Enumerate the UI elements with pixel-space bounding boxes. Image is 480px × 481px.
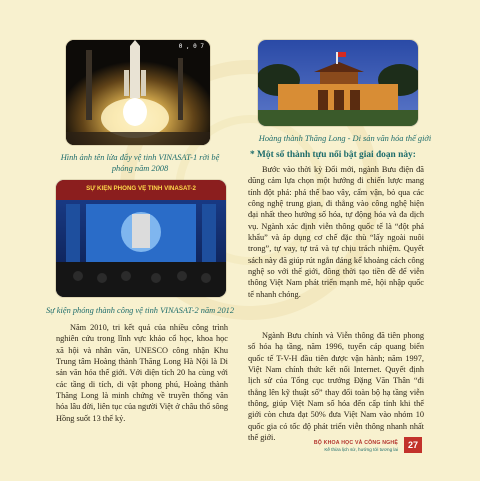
rocket-launch-photo bbox=[66, 40, 210, 145]
paragraph-unesco: Năm 2010, tri kết quả của nhiều công trình nghiên cứu trong lĩnh vực khảo cổ học, khoa học xã hội và nhân văn, UNESCO công nhận Khu Trung tâm Hoàng thành Thăng Long Hà Nội là Di sản văn hóa thế giới. Với diện tích 20 ha cùng với các tầng di tích, di vật phong phú, Hoàng thành Thăng Long là minh chứng về truyền thống văn hóa lâu đời, liên tục của người Việt ở châu thổ sông Hồng suốt 13 thế kỷ. bbox=[56, 323, 228, 423]
paragraph-digitalization: Ngành Bưu chính và Viễn thông đã tiên phong số hóa hạ tầng, năm 1996, tuyến cáp quang biển quốc tế T-V-H đầu tiên được vận hành; năm 1997, Việt Nam chính thức kết nối Internet. Quyết định lịch sử của Tổng cục trưởng Đặng Văn Thân “đi thẳng lên kỹ thuật số” thay đổi toàn bộ hạ tầng viễn thông, giúp Việt Nam số hóa đến cấp tỉnh khi thế giới còn chưa đạt 50% đưa Việt Nam vào nhóm 10 quốc gia có tốc độ phát triển viễn thông nhanh nhất thế giới. bbox=[248, 331, 424, 443]
rocket-photo-caption: Hình ảnh tên lửa đẩy vệ tinh VINASAT-1 rời bệ phóng năm 2008 bbox=[60, 153, 220, 173]
right-column-text-2 bbox=[248, 330, 424, 445]
right-column-text-1 bbox=[248, 164, 424, 302]
thang-long-citadel-photo bbox=[258, 40, 418, 126]
event-banner-text: SỰ KIỆN PHÓNG VỆ TINH VINASAT-2 bbox=[86, 185, 196, 192]
page-number: 27 bbox=[404, 437, 422, 453]
vinasat2-launch-event-photo bbox=[56, 180, 226, 297]
footer-publication: BỘ KHOA HỌC VÀ CÔNG NGHỆ bbox=[313, 440, 398, 446]
paragraph-doi-moi: Bước vào thời kỳ Đổi mới, ngành Bưu điện đã dũng cảm lựa chọn một hướng đi chiến lược mang tính đột phá: phá thế bao vây, cấm vận, bỏ qua các công nghệ trung gian, đi thẳng vào công nghệ hiện đại nhất theo hướng số hóa, tự động hóa và đa dịch vụ. Ngành xác định viễn thông quốc tế là “đột phá khẩu” và áp dụng cơ chế đặc thù “lấy ngoài nuôi trong”, tự vay, tự trả và tự chịu trách nhiệm. Quyết sách này đã giúp rút ngắn đáng kể khoảng cách công nghệ so với thế giới, đồng thời tạo tiền đề để viễn thông Việt Nam phát triển mạnh mẽ, hội nhập quốc tế nhanh chóng. bbox=[248, 165, 424, 299]
page-footer bbox=[314, 440, 398, 453]
section-heading: * Một số thành tựu nổi bật giai đoạn này: bbox=[250, 150, 416, 160]
left-column-text bbox=[56, 322, 228, 426]
rocket-photo-overlay-text: 0 , 0 7 bbox=[178, 43, 204, 50]
citadel-photo-caption: Hoàng thành Thăng Long - Di sản văn hóa thế giới bbox=[258, 134, 432, 143]
footer-tagline: Kế thừa lịch sử, hướng tới tương lai bbox=[324, 447, 398, 452]
event-photo-caption: Sự kiện phóng thành công vệ tinh VINASAT-2 năm 2012 bbox=[45, 306, 235, 315]
